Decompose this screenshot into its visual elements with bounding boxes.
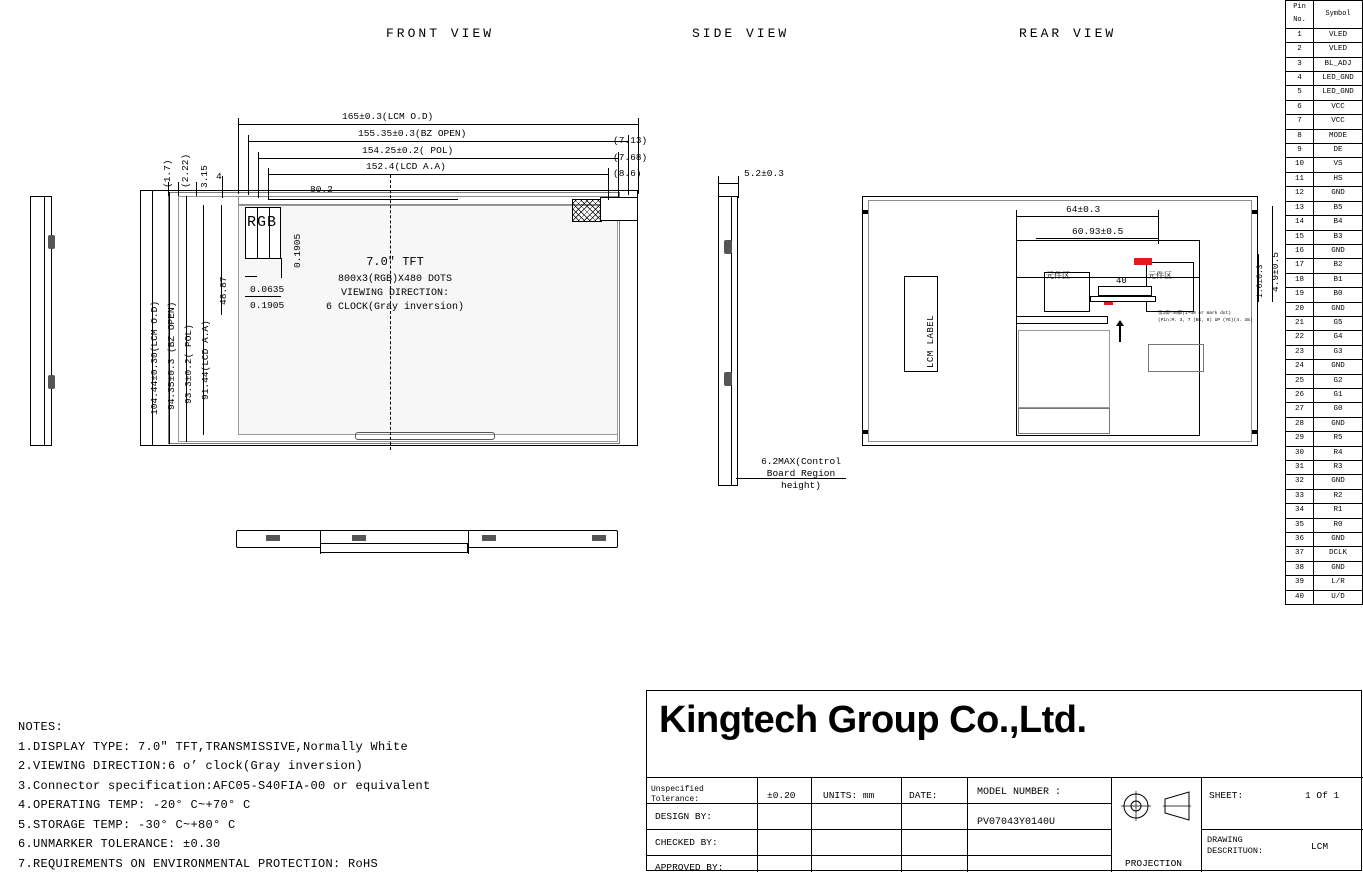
pin-symbol-cell: HS <box>1314 172 1363 186</box>
pin-number-cell: 22 <box>1286 331 1314 345</box>
table-row <box>1286 100 1363 114</box>
dim-0-1905-a: 0.1905 <box>292 234 303 268</box>
pin-symbol-cell: VCC <box>1314 100 1363 114</box>
table-row <box>1286 360 1363 374</box>
desc-line-2: 800x3(RGB)X480 DOTS <box>300 273 490 287</box>
table-row <box>1286 302 1363 316</box>
pin-symbol-cell: R1 <box>1314 504 1363 518</box>
pin-number-cell: 34 <box>1286 504 1314 518</box>
pin-symbol-cell: MODE <box>1314 129 1363 143</box>
pin-symbol-cell: GND <box>1314 417 1363 431</box>
table-row <box>1286 158 1363 172</box>
table-row <box>1286 331 1363 345</box>
rear-fine-note-1: 第1脚-40脚(1~40 or mark dot) <box>1158 310 1231 316</box>
pin-symbol-cell: DCLK <box>1314 547 1363 561</box>
pin-symbol-cell: GND <box>1314 533 1363 547</box>
side-view-title: SIDE VIEW <box>692 26 789 41</box>
pin-symbol-cell: R4 <box>1314 446 1363 460</box>
dim-lcd-aa: 152.4(LCD A.A) <box>366 161 446 172</box>
rear-view-title: REAR VIEW <box>1019 26 1116 41</box>
side-region-note: 6.2MAX(Control Board Region height) <box>746 456 856 492</box>
pin-symbol-cell: G3 <box>1314 345 1363 359</box>
dim-4: 4 <box>216 171 222 182</box>
tolerance-value: ±0.20 <box>767 790 796 801</box>
pin-symbol-cell: LED_GND <box>1314 86 1363 100</box>
table-row <box>1286 403 1363 417</box>
desc-line-1: 7.0" TFT <box>300 255 490 269</box>
pin-number-cell: 38 <box>1286 561 1314 575</box>
table-row <box>1286 288 1363 302</box>
pin-symbol-cell: B1 <box>1314 273 1363 287</box>
table-row <box>1286 172 1363 186</box>
notes-block <box>18 718 431 874</box>
dim-2-22: (2.22) <box>180 154 191 188</box>
projection-label: PROJECTION <box>1125 858 1182 869</box>
model-number-label: MODEL NUMBER : <box>977 787 1061 798</box>
pin-number-cell: 29 <box>1286 432 1314 446</box>
dim-7-68: (7.68) <box>613 152 647 163</box>
side-thickness-dim: 5.2±0.3 <box>744 168 784 179</box>
pin-symbol-cell: B2 <box>1314 259 1363 273</box>
notes-heading: NOTES: <box>18 718 431 738</box>
pin-number-cell: 6 <box>1286 100 1314 114</box>
pin-symbol-cell: G4 <box>1314 331 1363 345</box>
pin-symbol-cell: GND <box>1314 187 1363 201</box>
front-center-description <box>300 255 490 315</box>
table-row <box>1286 244 1363 258</box>
pin-number-cell: 5 <box>1286 86 1314 100</box>
table-row <box>1286 518 1363 532</box>
pin-number-cell: 33 <box>1286 489 1314 503</box>
pin-number-cell: 3 <box>1286 57 1314 71</box>
pin-number-cell: 15 <box>1286 230 1314 244</box>
pin-symbol-cell: B5 <box>1314 201 1363 215</box>
dim-8-6: (8.6) <box>613 168 642 179</box>
table-row <box>1286 388 1363 402</box>
dim-pol-v: 93.3±0.2( POL) <box>183 324 194 404</box>
checked-by-label: CHECKED BY: <box>655 837 718 848</box>
pin-symbol-cell: GND <box>1314 475 1363 489</box>
pin-symbol-cell: U/D <box>1314 590 1363 604</box>
pin-number-cell: 40 <box>1286 590 1314 604</box>
hatched-area <box>572 199 602 222</box>
pin-number-cell: 32 <box>1286 475 1314 489</box>
note-item: 2.VIEWING DIRECTION:6 o’ clock(Gray inversion) <box>18 757 431 777</box>
table-row <box>1286 561 1363 575</box>
pin-table-header-symbol: Symbol <box>1314 1 1363 29</box>
table-row <box>1286 43 1363 57</box>
table-row <box>1286 475 1363 489</box>
pin-symbol-cell: G0 <box>1314 403 1363 417</box>
dim-lcm-od: 165±0.3(LCM O.D) <box>342 111 433 122</box>
table-row <box>1286 417 1363 431</box>
pin-number-cell: 36 <box>1286 533 1314 547</box>
pin-number-cell: 37 <box>1286 547 1314 561</box>
table-row <box>1286 547 1363 561</box>
pin-number-cell: 24 <box>1286 360 1314 374</box>
pin-number-cell: 25 <box>1286 374 1314 388</box>
table-row <box>1286 446 1363 460</box>
pin-number-cell: 17 <box>1286 259 1314 273</box>
pin-symbol-cell: R2 <box>1314 489 1363 503</box>
pin-symbol-cell: G2 <box>1314 374 1363 388</box>
pin-symbol-cell: B4 <box>1314 216 1363 230</box>
projection-symbol-icon <box>1119 787 1193 825</box>
table-row <box>1286 432 1363 446</box>
table-row <box>1286 461 1363 475</box>
pin-number-cell: 18 <box>1286 273 1314 287</box>
pin-symbol-cell: L/R <box>1314 576 1363 590</box>
dim-80-2: 80.2 <box>310 184 333 195</box>
title-block <box>646 690 1362 871</box>
pin-number-cell: 20 <box>1286 302 1314 316</box>
date-label: DATE: <box>909 790 938 801</box>
pin-count-label: 40 <box>1116 276 1127 286</box>
note-item: 4.OPERATING TEMP: -20° C~+70° C <box>18 796 431 816</box>
pin-symbol-cell: GND <box>1314 302 1363 316</box>
pin-number-cell: 2 <box>1286 43 1314 57</box>
pin-symbol-cell: LED_GND <box>1314 72 1363 86</box>
dim-48-87: 48.87 <box>218 276 229 305</box>
pin-number-cell: 11 <box>1286 172 1314 186</box>
table-row <box>1286 72 1363 86</box>
table-row <box>1286 129 1363 143</box>
table-row <box>1286 115 1363 129</box>
pin-number-cell: 7 <box>1286 115 1314 129</box>
table-row <box>1286 489 1363 503</box>
pin-number-cell: 16 <box>1286 244 1314 258</box>
dim-0-0635: 0.0635 <box>250 284 284 295</box>
pin-symbol-cell: G1 <box>1314 388 1363 402</box>
dim-0-1905-b: 0.1905 <box>250 300 284 311</box>
pin-symbol-cell: GND <box>1314 360 1363 374</box>
pin-number-cell: 23 <box>1286 345 1314 359</box>
connector-marker <box>1134 258 1152 265</box>
tolerance-label: Unspecified Tolerance: <box>651 785 755 805</box>
pin-number-cell: 27 <box>1286 403 1314 417</box>
pin-symbol-cell: DE <box>1314 144 1363 158</box>
table-row <box>1286 144 1363 158</box>
parts-area-right-text: 元件区 <box>1148 270 1172 281</box>
drawing-description-value: LCM <box>1311 841 1328 852</box>
pin-symbol-cell: VLED <box>1314 28 1363 42</box>
pin-symbol-cell: GND <box>1314 561 1363 575</box>
note-item: 5.STORAGE TEMP: -30° C~+80° C <box>18 816 431 836</box>
dim-1-7: (1.7) <box>162 159 173 188</box>
pin-number-cell: 30 <box>1286 446 1314 460</box>
table-row <box>1286 533 1363 547</box>
pin-number-cell: 4 <box>1286 72 1314 86</box>
sheet-value: 1 Of 1 <box>1305 790 1339 801</box>
note-item: 6.UNMARKER TOLERANCE: ±0.30 <box>18 835 431 855</box>
dim-bz-open: 155.35±0.3(BZ OPEN) <box>358 128 466 139</box>
note-item: 7.REQUIREMENTS ON ENVIRONMENTAL PROTECTION: RoHS <box>18 855 431 874</box>
dim-3-15: 3.15 <box>199 165 210 188</box>
lcm-label-text: LCM LABEL <box>926 315 936 368</box>
parts-area-left-text: 元件区 <box>1046 270 1070 281</box>
pin-symbol-cell: VCC <box>1314 115 1363 129</box>
pin-number-cell: 19 <box>1286 288 1314 302</box>
rgb-label: RGB <box>247 214 277 231</box>
pin-symbol-cell: R0 <box>1314 518 1363 532</box>
note-item: 1.DISPLAY TYPE: 7.0″ TFT,TRANSMISSIVE,Normally White <box>18 738 431 758</box>
rear-dim-4-9: 4.9±0.5 <box>1270 252 1281 292</box>
table-row <box>1286 28 1363 42</box>
desc-line-3: VIEWING DIRECTION: <box>300 287 490 301</box>
pin-symbol-cell: VLED <box>1314 43 1363 57</box>
sheet-label: SHEET: <box>1209 790 1243 801</box>
pin-symbol-cell: B3 <box>1314 230 1363 244</box>
table-row <box>1286 86 1363 100</box>
table-row <box>1286 590 1363 604</box>
front-view-title: FRONT VIEW <box>386 26 494 41</box>
design-by-label: DESIGN BY: <box>655 811 712 822</box>
drawing-description-label: DRAWING DESCRITUON: <box>1207 835 1279 857</box>
pin-symbol-cell: B0 <box>1314 288 1363 302</box>
pin-number-cell: 26 <box>1286 388 1314 402</box>
rear-dim-1-6: 1.6±0.3 <box>1256 264 1265 298</box>
pin-number-cell: 31 <box>1286 461 1314 475</box>
pin-number-cell: 10 <box>1286 158 1314 172</box>
table-row <box>1286 504 1363 518</box>
table-row <box>1286 187 1363 201</box>
pin-number-cell: 21 <box>1286 316 1314 330</box>
pin-number-cell: 28 <box>1286 417 1314 431</box>
pin-symbol-cell: R3 <box>1314 461 1363 475</box>
note-item: 3.Connector specification:AFC05-S40FIA-00 or equivalent <box>18 777 431 797</box>
table-row <box>1286 216 1363 230</box>
dim-lcm-od-v: 104.44±0.30(LCM O.D) <box>149 301 160 415</box>
table-row <box>1286 230 1363 244</box>
approved-by-label: APPROVED BY: <box>655 862 723 873</box>
units-label: UNITS: mm <box>823 790 874 801</box>
table-row <box>1286 345 1363 359</box>
pin-symbol-cell: G5 <box>1314 316 1363 330</box>
table-row <box>1286 374 1363 388</box>
rear-fine-note-2: (Pin:M. 3, 7 (BK, 8) UP (YE)(4. 3m) <box>1158 318 1253 323</box>
desc-line-4: 6 CLOCK(Gray inversion) <box>300 301 490 315</box>
pin-number-cell: 8 <box>1286 129 1314 143</box>
table-row <box>1286 57 1363 71</box>
table-row <box>1286 273 1363 287</box>
dim-pol: 154.25±0.2( POL) <box>362 145 453 156</box>
dim-7-13: (7.13) <box>613 135 647 146</box>
pin-assignment-table <box>1285 0 1363 605</box>
rear-dim-64: 64±0.3 <box>1066 204 1100 215</box>
pin-symbol-cell: GND <box>1314 244 1363 258</box>
table-row <box>1286 201 1363 215</box>
model-number-value: PV07043Y0140U <box>977 817 1055 828</box>
pin-table-header-no: Pin No. <box>1286 1 1314 29</box>
pin-number-cell: 39 <box>1286 576 1314 590</box>
pin-symbol-cell: BL_ADJ <box>1314 57 1363 71</box>
table-row <box>1286 576 1363 590</box>
table-row <box>1286 316 1363 330</box>
company-name: Kingtech Group Co.,Ltd. <box>659 699 1087 742</box>
table-row <box>1286 259 1363 273</box>
pin-number-cell: 12 <box>1286 187 1314 201</box>
pin-number-cell: 35 <box>1286 518 1314 532</box>
pin-number-cell: 9 <box>1286 144 1314 158</box>
pin-symbol-cell: VS <box>1314 158 1363 172</box>
dim-bz-open-v: 94.35±0.3 (BZ OPEN) <box>166 302 177 410</box>
pin-symbol-cell: R5 <box>1314 432 1363 446</box>
pin-number-cell: 13 <box>1286 201 1314 215</box>
dim-lcd-aa-v: 91.44(LCD A.A) <box>200 320 211 400</box>
pin-number-cell: 14 <box>1286 216 1314 230</box>
rear-dim-60-93: 60.93±0.5 <box>1072 226 1123 237</box>
pin-number-cell: 1 <box>1286 28 1314 42</box>
